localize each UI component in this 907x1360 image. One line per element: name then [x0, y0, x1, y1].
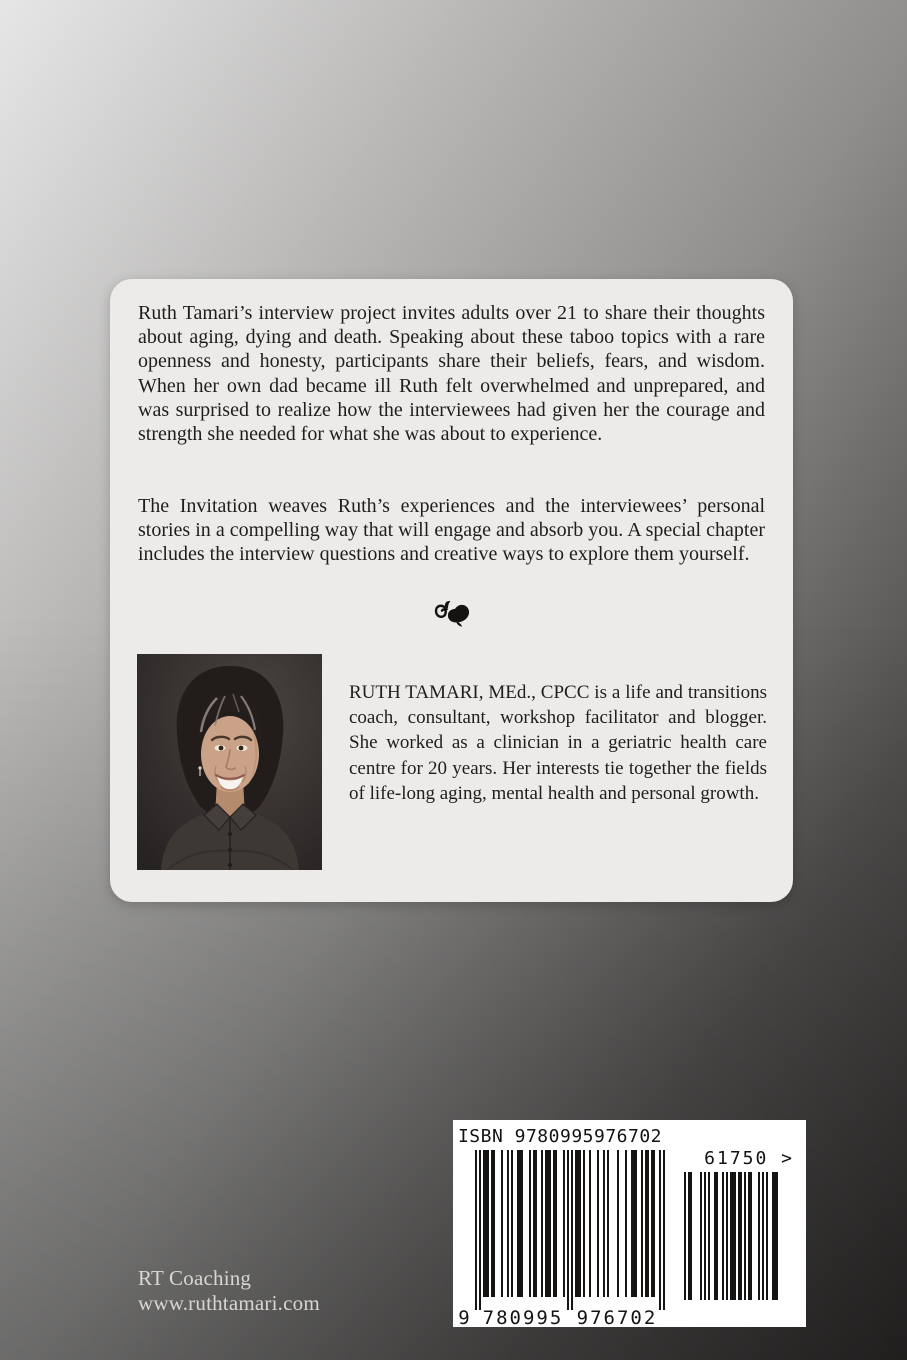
svg-text:976702: 976702	[576, 1307, 658, 1327]
fleuron-icon	[110, 600, 793, 628]
supplement-code-label: 61750 >	[704, 1148, 794, 1169]
ean5-bars	[682, 1172, 794, 1300]
isbn-barcode	[453, 1120, 806, 1327]
svg-text:9: 9	[458, 1307, 472, 1327]
synopsis-paragraph-1: Ruth Tamari’s interview project invites adults over 21 to share their thoughts about aging, dying and death. Speaking about these taboo topics with a rare openness and honesty, participants share their beliefs, fears, and wisdom. When her own dad became ill Ruth felt overwhelmed and unprepared, and was surprised to realize how the interviewees had given her the courage and strength she needed for what she was about to experience.	[138, 302, 765, 446]
author-bio: RUTH TAMARI, MEd., CPCC is a life and transitions coach, consultant, workshop facilitator and blogger. She worked as a clinician in a geriatric health care centre for 20 years. Her interests tie together the fields of life-long aging, mental health and personal growth.	[349, 682, 767, 804]
ean5-supplement	[682, 1150, 794, 1300]
publisher-website: www.ruthtamari.com	[138, 1290, 320, 1315]
synopsis-paragraph-2: The Invitation weaves Ruth’s experiences and the interviewees’ personal stories in a compelling way that will engage and absorb you. A special chapter includes the interview questions and creative ways to explore them yourself.	[138, 495, 765, 566]
ean13-barcode	[457, 1150, 667, 1327]
publisher-name: RT Coaching	[138, 1266, 252, 1290]
synopsis-panel	[110, 279, 793, 902]
isbn-label: ISBN 9780995976702	[457, 1126, 663, 1147]
author-photo	[137, 654, 322, 870]
svg-text:780995: 780995	[482, 1307, 564, 1327]
publisher-block	[138, 1266, 320, 1315]
